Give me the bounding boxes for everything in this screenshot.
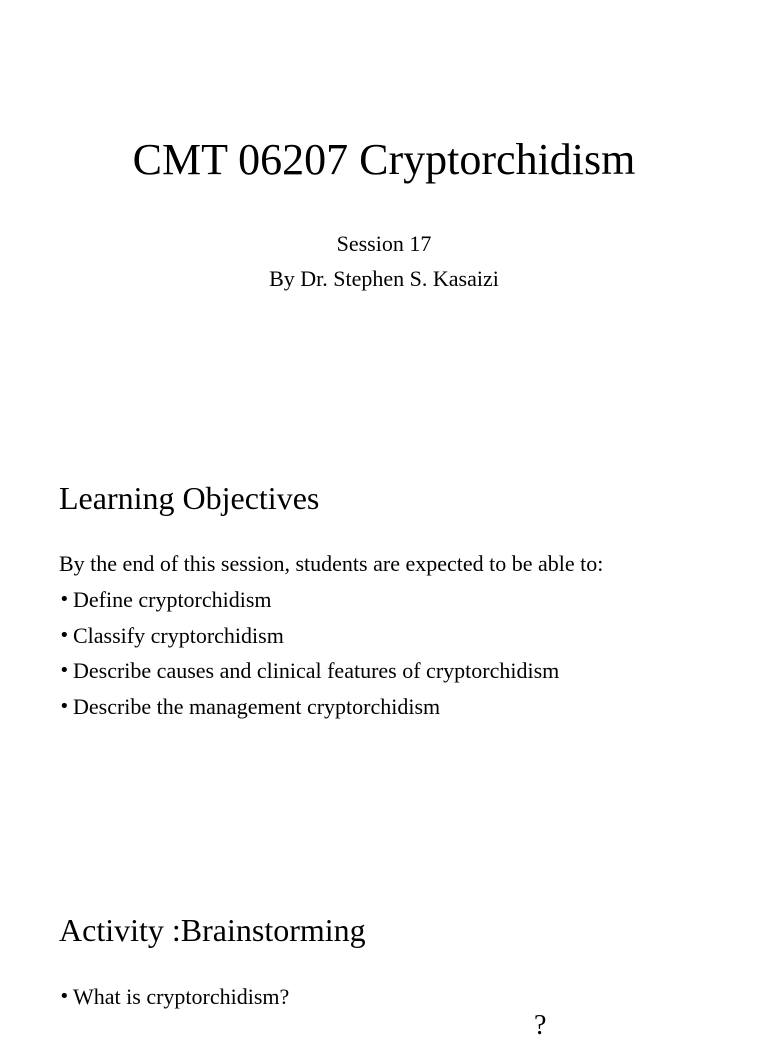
- learning-objectives-list: [59, 586, 559, 728]
- bullet-icon: •: [59, 660, 70, 681]
- list-item: [59, 657, 559, 693]
- list-item-text: Classify cryptorchidism: [73, 622, 284, 648]
- author-label: By Dr. Stephen S. Kasaizi: [269, 266, 499, 291]
- list-item: [59, 693, 559, 729]
- activity-list: [59, 983, 289, 1019]
- bullet-icon: •: [59, 589, 70, 610]
- page-title: CMT 06207 Cryptorchidism: [132, 135, 636, 184]
- activity-heading: Activity :Brainstorming: [59, 912, 366, 948]
- list-item-text: Describe the management cryptorchidism: [73, 693, 441, 719]
- bullet-icon: •: [59, 624, 70, 646]
- bullet-icon: •: [59, 695, 70, 717]
- list-item-text: Describe causes and clinical features of cryptorchidism: [73, 658, 560, 683]
- list-item-text: What is cryptorchidism?: [73, 984, 290, 1009]
- learning-objectives-heading: Learning Objectives: [59, 480, 320, 516]
- learning-objectives-intro: By the end of this session, students are expected to be able to:: [59, 551, 604, 576]
- list-item-text: Define cryptorchidism: [73, 587, 272, 612]
- list-item: [59, 622, 559, 658]
- session-label: Session 17: [336, 231, 432, 256]
- bullet-icon: •: [59, 986, 70, 1007]
- list-item: [59, 586, 559, 622]
- question-mark: ?: [534, 1010, 547, 1041]
- list-item: [59, 983, 289, 1019]
